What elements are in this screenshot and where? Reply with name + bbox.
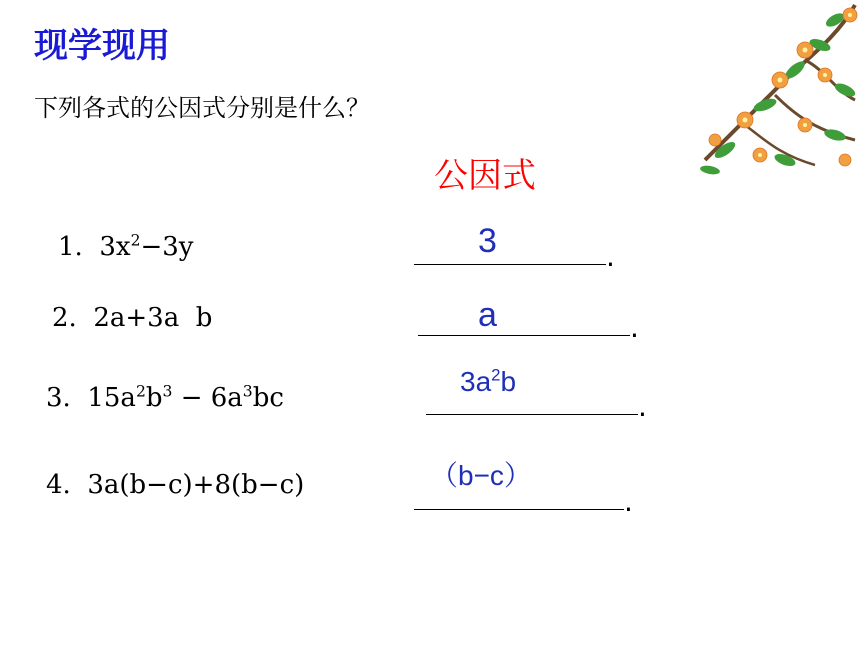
exponent: 2 [130,231,141,250]
item-index: 4. [46,470,71,500]
expr-part: 3a(b−c)+8(b−c) [87,470,305,500]
exponent: 3 [162,382,173,401]
answer-blank [414,509,624,510]
item-2-expression [52,303,212,333]
answer-blank [426,414,638,415]
item-index: 2. [52,303,77,333]
item-index: 3. [46,383,71,413]
answer-blank [418,335,630,336]
expr-part: 3x [99,232,131,262]
expr-part: bc [252,383,284,413]
blank-period: . [630,311,639,344]
answer-part: 3a [460,366,492,397]
item-3-answer [460,366,516,398]
exponent: 2 [491,365,501,385]
expr-part: −3y [140,232,194,262]
answer-part: b [500,366,517,397]
blank-period: . [624,485,633,518]
expr-part: 2a+3a b [93,303,213,333]
item-4-expression [46,470,304,500]
page-title: 现学现用 [34,26,170,66]
item-index: 1. [58,232,83,262]
expr-part: 15a [87,383,136,413]
item-3-expression [46,383,284,413]
blank-period: . [606,240,615,273]
blank-period: . [638,390,647,423]
flower-branch-icon [685,0,860,190]
answer-blank [414,264,606,265]
item-1-expression [58,232,194,262]
item-2-answer: a [478,296,497,334]
expr-part: − 6a [172,383,243,413]
question-prompt: 下列各式的公因式分别是什么？ [34,94,370,122]
item-1-answer: 3 [478,222,497,260]
exponent: 2 [135,382,146,401]
expr-part: b [145,383,163,413]
exponent: 3 [242,382,253,401]
item-4-answer: （b−c） [430,460,532,491]
common-factor-header: 公因式 [434,156,536,196]
